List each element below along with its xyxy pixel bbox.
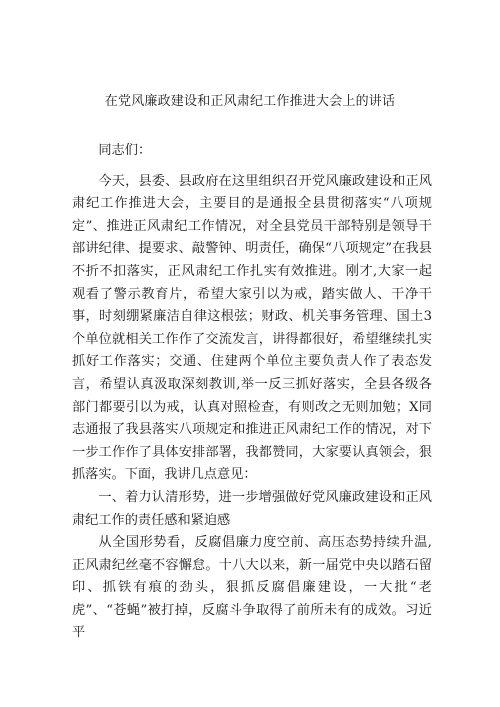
salutation: 同志们： — [98, 143, 152, 158]
paragraph-national-situation: 从全国形势看，反腐倡廉力度空前、高压态势持续升温,正风肃纪丝毫不容懈怠。十八大以来，新一届党中央以踏石留印、抓铁有痕的劲头，狠抓反腐倡廉建设，一大批“老虎”、“苍蝇”被打掉，反腐斗争取得了前所未有的成效。习近平 — [72, 535, 432, 641]
document-body — [72, 140, 432, 645]
section-heading-1: 一、着力认清形势，进一步增强做好党风廉政建设和正风肃纪工作的责任感和紧迫感 — [72, 489, 432, 528]
document-title: 在党风廉政建设和正风肃纪工作推进大会上的讲话 — [104, 94, 396, 109]
paragraph-opening: 今天，县委、县政府在这里组织召开党风廉政建设和正风肃纪工作推进大会，主要目的是通报全县贯彻落实“八项规定”、推进正风肃纪工作情况，对全县党员干部特别是领导干部讲纪律、提要求、敲警钟、明责任，确保“八项规定”在我县不折不扣落实，正风肃纪工作扎实有效推进。刚才,大家一起观看了警示教育片，希望大家引以为戒，踏实做人、干净干事，时刻绷紧廉洁自律这根弦；财政、机关事务管理、国土3个单位就相关工作作了交流发言，讲得都很好，希望继续扎实抓好工作落实；交通、住建两个单位主要负责人作了表态发言，希望认真汲取深刻教训,举一反三抓好落实，全县各级各部门都要引以为戒，认真对照检查，有则改之无则加勉；X同志通报了我县落实八项规定和推进正风肃纪工作的情况，对下一步工作作了具体安排部署，我都赞同，大家要认真领会，狠抓落实。下面，我讲几点意见： — [72, 173, 432, 483]
